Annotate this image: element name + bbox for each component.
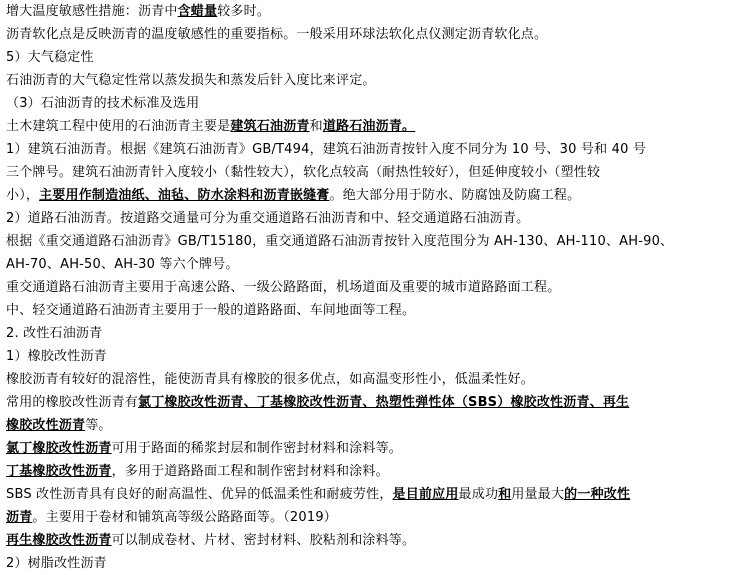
emphasis-text: 沥青 xyxy=(6,510,33,525)
text-span: 增大温度敏感性措施：沥青中 xyxy=(6,4,178,19)
text-span: 小）， xyxy=(6,188,40,203)
text-line: 三个牌号。建筑石油沥青针入度较小（黏性较大），软化点较高（耐热性较好），但延伸度较小（塑性较 xyxy=(6,165,601,180)
text-line: 2）道路石油沥青。按道路交通量可分为重交通道路石油沥青和中、轻交通道路石油沥青。 xyxy=(6,211,530,226)
subheading: （3）石油沥青的技术标准及选用 xyxy=(6,96,200,111)
subheading: 1）橡胶改性沥青 xyxy=(6,349,107,364)
text-line: 根据《重交通道路石油沥青》GB/T15180，重交通道路石油沥青按针入度范围分为 AH-130、AH-110、AH-90、 xyxy=(6,234,674,249)
text-line xyxy=(6,414,737,437)
text-line: 石油沥青的大气稳定性常以蒸发损失和蒸发后针入度比来评定。 xyxy=(6,73,376,88)
emphasis-text: 再生橡胶改性沥青 xyxy=(6,533,112,548)
emphasis-text: 是目前应用 xyxy=(392,487,459,502)
subheading: 2）树脂改性沥青 xyxy=(6,556,107,571)
emphasis-text: 主要用作制造油纸、油毡、防水涂料和沥青嵌缝膏 xyxy=(39,188,330,203)
subheading: 5）大气稳定性 xyxy=(6,50,94,65)
text-span: 最成功 xyxy=(458,487,499,502)
emphasis-text: 和 xyxy=(498,487,512,502)
text-line xyxy=(6,437,737,460)
text-span: SBS 改性沥青具有良好的耐高温性、优异的低温柔性和耐疲劳性， xyxy=(6,487,393,502)
text-line: AH-70、AH-50、AH-30 等六个牌号。 xyxy=(6,257,239,272)
emphasis-text: 氯丁橡胶改性沥青 xyxy=(6,441,112,456)
text-span: 可以制成卷材、片材、密封材料、胶粘剂和涂料等。 xyxy=(111,533,416,548)
emphasis-text: 建筑石油沥青 xyxy=(230,119,310,134)
text-line xyxy=(6,115,737,138)
text-line xyxy=(6,391,737,414)
emphasis-text: 丁基橡胶改性沥青 xyxy=(6,464,112,479)
text-line xyxy=(6,529,737,552)
emphasis-text: 的一种改性 xyxy=(564,487,631,502)
emphasis-text: 氯丁橡胶改性沥青、丁基橡胶改性沥青、热塑性弹性体（SBS）橡胶改性沥青、再生 xyxy=(138,395,630,410)
text-line xyxy=(6,506,737,529)
text-span: 较多时。 xyxy=(217,4,271,19)
text-span: 和 xyxy=(309,119,323,134)
emphasis-text: 道路石油沥青。 xyxy=(322,119,416,134)
text-line: 沥青软化点是反映沥青的温度敏感性的重要指标。一般采用环球法软化点仪测定沥青软化点。 xyxy=(6,27,548,42)
text-span: 。主要用于卷材和铺筑高等级公路路面等。（2019） xyxy=(32,510,337,525)
text-span: 可用于路面的稀浆封层和制作密封材料和涂料等。 xyxy=(111,441,403,456)
text-line: 橡胶沥青有较好的混溶性，能使沥青具有橡胶的很多优点，如高温变形性小，低温柔性好。 xyxy=(6,372,535,387)
text-line: 重交通道路石油沥青主要用于高速公路、一级公路路面，机场道面及重要的城市道路路面工程。 xyxy=(6,280,561,295)
emphasis-text: 含蜡量 xyxy=(177,4,218,19)
text-line xyxy=(6,184,737,207)
text-span: 。绝大部分用于防水、防腐蚀及防腐工程。 xyxy=(329,188,581,203)
emphasis-text: 橡胶改性沥青 xyxy=(6,418,86,433)
text-line: 1）建筑石油沥青。根据《建筑石油沥青》GB/T494，建筑石油沥青按针入度不同分为 10 号、30 号和 40 号 xyxy=(6,142,647,157)
text-line xyxy=(6,483,737,506)
section-heading: 2. 改性石油沥青 xyxy=(6,326,103,341)
text-span: 等。 xyxy=(85,418,112,433)
text-span: ，多用于道路路面工程和制作密封材料和涂料。 xyxy=(111,464,389,479)
text-line xyxy=(6,460,737,483)
text-span: 土木建筑工程中使用的石油沥青主要是 xyxy=(6,119,231,134)
text-line: 中、轻交通道路石油沥青主要用于一般的道路路面、车间地面等工程。 xyxy=(6,303,416,318)
text-line xyxy=(6,0,737,23)
text-span: 常用的橡胶改性沥青有 xyxy=(6,395,139,410)
text-span: 用量最大 xyxy=(511,487,565,502)
